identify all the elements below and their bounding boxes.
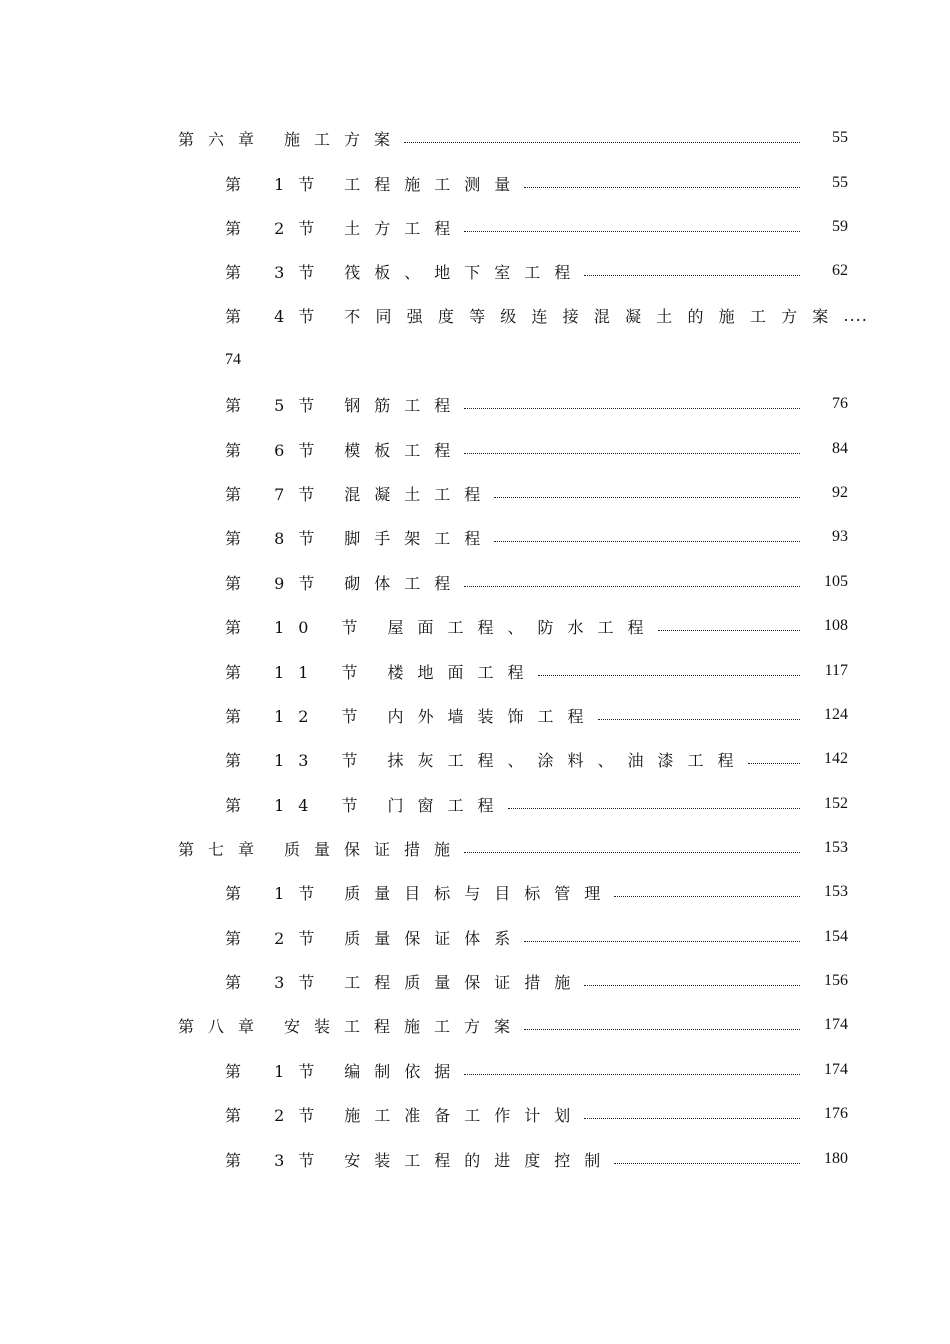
toc-chapter-8[interactable] <box>178 1010 848 1040</box>
section-prefix: 第 8节 <box>225 528 329 548</box>
section-prefix: 第 9节 <box>225 573 329 593</box>
section-prefix: 第 10 节 <box>225 617 372 637</box>
section-title: 钢筋工程 <box>344 395 465 415</box>
page-number: 142 <box>824 750 848 767</box>
page-number: 93 <box>832 528 848 545</box>
dot-leader <box>464 586 800 587</box>
page-number: 156 <box>824 972 848 989</box>
dot-leader <box>464 408 800 409</box>
chapter-prefix: 第八章 <box>178 1016 269 1036</box>
toc-section[interactable] <box>225 922 848 952</box>
toc-section[interactable] <box>225 656 848 686</box>
section-prefix: 第 13 节 <box>225 750 372 770</box>
page-number: 174 <box>824 1061 848 1078</box>
toc-section-continuation <box>225 345 848 375</box>
section-prefix: 第 3节 <box>225 262 329 282</box>
section-title: 脚手架工程 <box>344 528 495 548</box>
toc-section[interactable] <box>225 300 868 330</box>
dot-leader <box>464 453 800 454</box>
section-title: 质量目标与目标管理 <box>344 883 615 903</box>
toc-section[interactable] <box>225 522 848 552</box>
toc-section[interactable] <box>225 1055 848 1085</box>
page-number: 84 <box>832 440 848 457</box>
chapter-title: 质量保证措施 <box>284 839 465 859</box>
section-title: 土方工程 <box>344 218 465 238</box>
dot-leader <box>584 985 800 986</box>
section-prefix: 第 5节 <box>225 395 329 415</box>
toc-section[interactable] <box>225 567 848 597</box>
page-number: 153 <box>824 839 848 856</box>
dot-leader <box>464 1074 800 1075</box>
toc-section[interactable] <box>225 389 848 419</box>
section-title: 楼地面工程 <box>387 662 538 682</box>
chapter-prefix: 第七章 <box>178 839 269 859</box>
page-number: 176 <box>824 1105 848 1122</box>
toc-section[interactable] <box>225 877 848 907</box>
section-prefix: 第 2节 <box>225 928 329 948</box>
toc-section[interactable] <box>225 1144 848 1174</box>
section-title: 工程质量保证措施 <box>344 972 585 992</box>
section-prefix: 第 6节 <box>225 440 329 460</box>
page-number: 55 <box>832 129 848 146</box>
dot-leader <box>584 275 800 276</box>
page-number: 105 <box>824 573 848 590</box>
section-title: 屋面工程、防水工程 <box>387 617 658 637</box>
toc-section[interactable] <box>225 478 848 508</box>
page-number: 174 <box>824 1016 848 1033</box>
dot-leader <box>748 763 800 764</box>
page-number: 153 <box>824 883 848 900</box>
section-prefix: 第 1节 <box>225 883 329 903</box>
dot-leader <box>614 896 800 897</box>
section-prefix: 第 12 节 <box>225 706 372 726</box>
section-prefix: 第 3节 <box>225 972 329 992</box>
dot-leader <box>508 808 800 809</box>
section-title: 不同强度等级连接混凝土的施工方案 <box>344 306 844 326</box>
page-number: 154 <box>824 928 848 945</box>
toc-section[interactable] <box>225 966 848 996</box>
section-title: 工程施工测量 <box>344 174 525 194</box>
section-title: 抹灰工程、涂料、油漆工程 <box>387 750 748 770</box>
page-number: 180 <box>824 1150 848 1167</box>
page-number: 117 <box>824 662 848 679</box>
section-title: 门窗工程 <box>387 795 508 815</box>
dot-leader <box>538 675 800 676</box>
dot-leader <box>524 941 800 942</box>
toc-section[interactable] <box>225 168 848 198</box>
dot-leader <box>464 231 800 232</box>
toc-section[interactable] <box>225 700 848 730</box>
toc-section[interactable] <box>225 744 848 774</box>
dot-leader <box>524 1029 800 1030</box>
dot-leader <box>494 541 800 542</box>
dot-leader <box>464 852 800 853</box>
toc-section[interactable] <box>225 434 848 464</box>
section-prefix: 第 7节 <box>225 484 329 504</box>
section-title: 砌体工程 <box>344 573 465 593</box>
toc-section[interactable] <box>225 611 848 641</box>
dot-leader <box>494 497 800 498</box>
section-prefix: 第 1节 <box>225 1061 329 1081</box>
section-prefix: 第 3节 <box>225 1150 329 1170</box>
page-number: 108 <box>824 617 848 634</box>
toc-chapter-6[interactable] <box>178 123 848 153</box>
dot-leader <box>598 719 800 720</box>
dot-leader <box>404 142 800 143</box>
toc-chapter-7[interactable] <box>178 833 848 863</box>
dot-leader <box>584 1118 800 1119</box>
section-title: 安装工程的进度控制 <box>344 1150 615 1170</box>
chapter-title: 安装工程施工方案 <box>284 1016 525 1036</box>
chapter-title: 施工方案 <box>284 129 405 149</box>
chapter-prefix: 第六章 <box>178 129 269 149</box>
section-prefix: 第 1节 <box>225 174 329 194</box>
dot-leader-trail: .... <box>843 305 868 325</box>
section-prefix: 第 2节 <box>225 218 329 238</box>
toc-section[interactable] <box>225 1099 848 1129</box>
dot-leader <box>658 630 800 631</box>
toc-section[interactable] <box>225 212 848 242</box>
section-prefix: 第 4节 <box>225 306 329 326</box>
page-number: 74 <box>225 351 241 368</box>
section-title: 内外墙装饰工程 <box>387 706 598 726</box>
section-prefix: 第 11 节 <box>225 662 372 682</box>
section-prefix: 第 2节 <box>225 1105 329 1125</box>
section-title: 质量保证体系 <box>344 928 525 948</box>
page-number: 59 <box>832 218 848 235</box>
page-number: 62 <box>832 262 848 279</box>
section-title: 筏板、地下室工程 <box>344 262 585 282</box>
section-title: 编制依据 <box>344 1061 465 1081</box>
page-number: 55 <box>832 174 848 191</box>
toc-section[interactable] <box>225 256 848 286</box>
section-title: 混凝土工程 <box>344 484 495 504</box>
dot-leader <box>524 187 800 188</box>
page-number: 124 <box>824 706 848 723</box>
dot-leader <box>614 1163 800 1164</box>
section-prefix: 第 14 节 <box>225 795 372 815</box>
section-title: 模板工程 <box>344 440 465 460</box>
page-number: 76 <box>832 395 848 412</box>
toc-section[interactable] <box>225 789 848 819</box>
page-number: 92 <box>832 484 848 501</box>
page-number: 152 <box>824 795 848 812</box>
section-title: 施工准备工作计划 <box>344 1105 585 1125</box>
